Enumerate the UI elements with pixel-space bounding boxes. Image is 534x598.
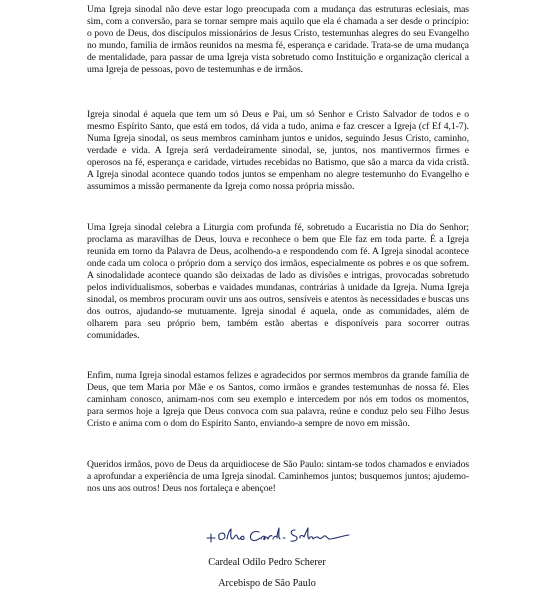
handwritten-signature <box>203 524 353 548</box>
letter-paragraph-3: Uma Igreja sinodal celebra a Liturgia com profunda fé, sobretudo a Eucaristia no Dia do Senhor; proclama as maravilhas de Deus, louva e reconhece o bem que Ele faz em toda parte. É a Igreja reunida em torno da Palavra de Deus, acolhendo-a e respondendo com fé. A Igreja sinodal acontece onde cada um coloca o próprio dom a serviço dos irmãos, especialmente os pobres e os que sofrem. A sinodalidade acontece quando são deixadas de lado as divisões e intrigas, provocadas sobretudo pelos individualismos, soberbas e vaidades mundanas, contrárias à unidade da Igreja. Numa Igreja sinodal, os membros procuram ouvir uns aos outros, sensíveis e atentos às necessidades e buscas uns dos outros, ajudando-se mutuamente. Igreja sinodal é aquela, onde as comunidades, além de olharem para seu próprio bem, também estão abertas e disponíveis para socorrer outras comunidades. <box>87 222 469 341</box>
signer-name: Cardeal Odilo Pedro Scherer <box>208 557 326 568</box>
letter-paragraph-4: Enfim, numa Igreja sinodal estamos felizes e agradecidos por sermos membros da grande família de Deus, que tem Maria por Mãe e os Santos, como irmãos e grandes testemunhas de nossa fé. Eles caminham conosco, animam-nos com seu exemplo e intercedem por nós em todos os momentos, para sermos hoje a Igreja que Deus convoca com sua palavra, reúne e conduz pelo seu Filho Jesus Cristo e anima com o dom do Espírito Santo, enviando-a sempre de novo em missão. <box>87 370 469 429</box>
signer-title: Arcebispo de São Paulo <box>218 578 316 589</box>
letter-paragraph-2: Igreja sinodal é aquela que tem um só Deus e Pai, um só Senhor e Cristo Salvador de todos e o mesmo Espírito Santo, que está em todos, dá vida a tudo, anima e faz crescer a Igreja (cf Ef 4,1-7). Numa Igreja sinodal, os seus membros caminham juntos e unidos, seguindo Jesus Cristo, caminho, verdade e vida. A Igreja será verdadeiramente sinodal, se, juntos, nos mantivermos firmes e operosos na fé, esperança e caridade, virtudes recebidas no Batismo, que são a marca da vida cristã. A Igreja sinodal acontece quando todos juntos se empenham no alegre testemunho do Evangelho e assumimos a missão permanente da Igreja como nossa própria missão. <box>87 109 469 192</box>
letter-paragraph-5: Queridos irmãos, povo de Deus da arquidiocese de São Paulo: sintam-se todos chamados e enviados a aprofundar a experiência de uma Igreja sinodal. Caminhemos juntos; busquemos juntos; ajudemo-nos uns aos outros! Deus nos fortaleça e abençoe! <box>87 459 469 494</box>
letter-paragraph-1: Uma Igreja sinodal não deve estar logo preocupada com a mudança das estruturas eclesiais, mas sim, com a conversão, para se tornar sempre mais aquilo que ela é chamada a ser desde o princípio: o povo de Deus, dos discípulos missionários de Jesus Cristo, testemunhas alegres do seu Evangelho no mundo, família de irmãos reunidos na mesma fé, esperança e caridade. Trata-se de uma mudança de mentalidade, para passar de uma Igreja vista sobretudo como Instituição e organização clerical a uma Igreja de pessoas, povo de testemunhas e de irmãos. <box>87 4 469 75</box>
